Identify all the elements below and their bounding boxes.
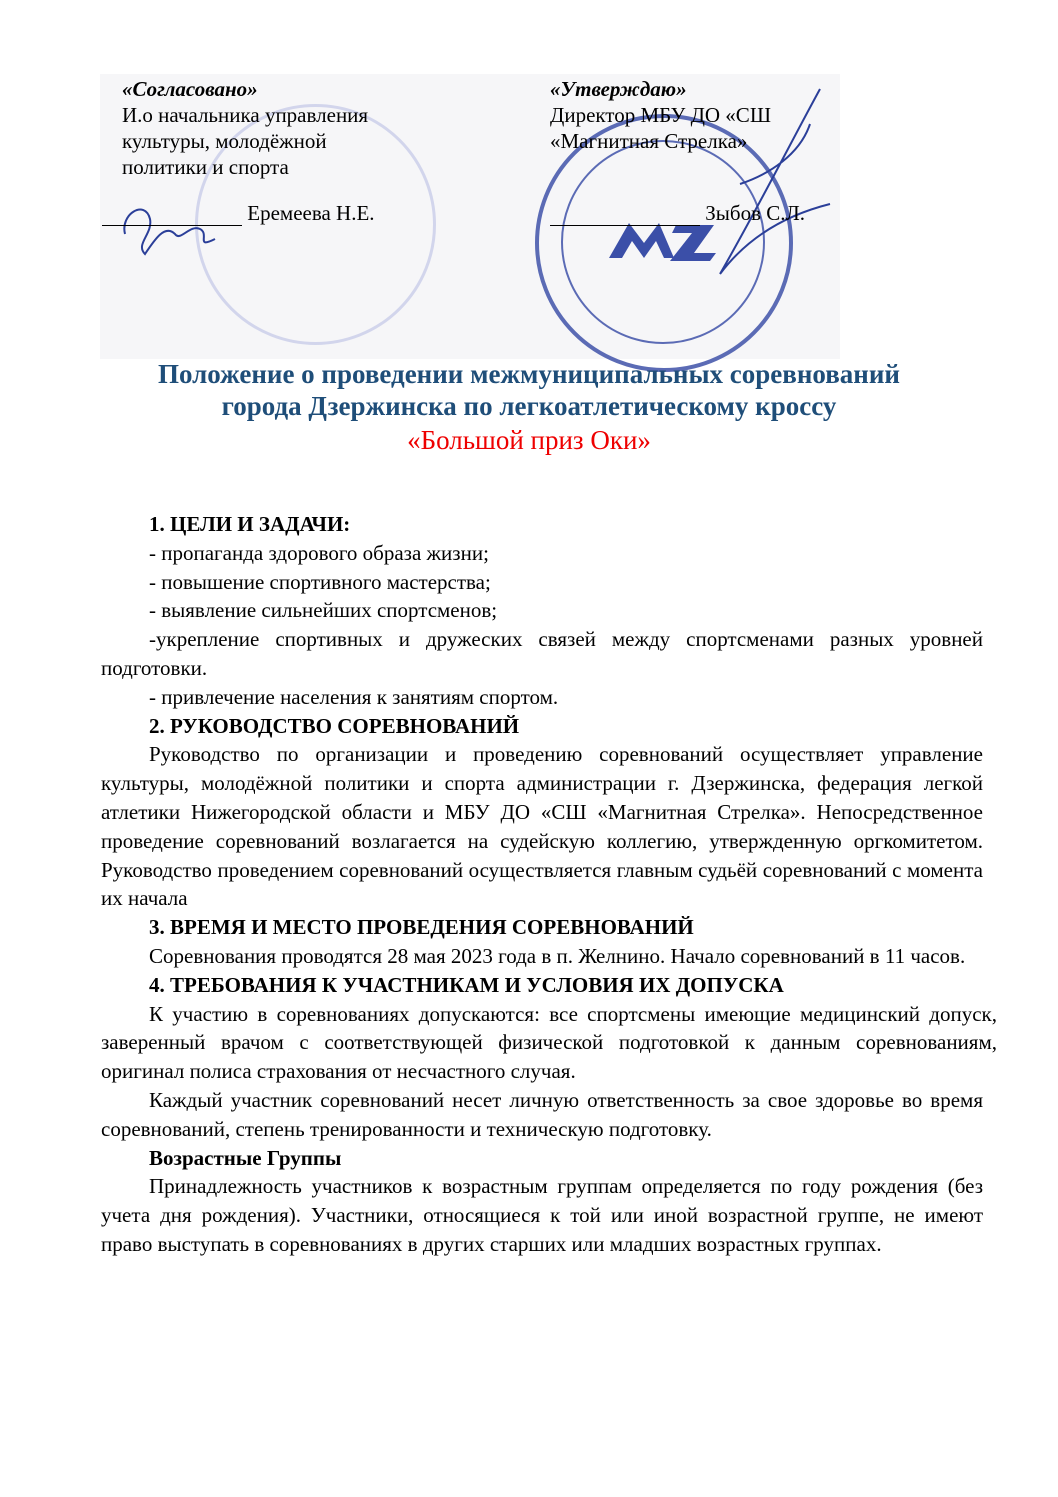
section-heading: 1. ЦЕЛИ И ЗАДАЧИ: <box>149 512 351 536</box>
approval-left-line: И.о начальника управления <box>122 103 369 127</box>
list-item: - пропаганда здорового образа жизни; <box>149 540 489 565</box>
title-line-2: города Дзержинска по легкоатлетическому кроссу <box>221 391 837 421</box>
approval-right-block <box>550 76 805 226</box>
approval-right-line: «Магнитная Стрелка» <box>550 129 748 153</box>
approval-left-line: политики и спорта <box>122 155 289 179</box>
section-heading: 3. ВРЕМЯ И МЕСТО ПРОВЕДЕНИЯ СОРЕВНОВАНИЙ <box>149 915 694 940</box>
subsection-heading: Возрастные Группы <box>149 1145 342 1170</box>
title-line-1: Положение о проведении межмуниципальных соревнований <box>158 359 900 389</box>
document-body <box>101 510 997 1259</box>
list-item: - привлечение населения к занятиям спортом. <box>149 684 559 709</box>
section-heading: 4. ТРЕБОВАНИЯ К УЧАСТНИКАМ И УСЛОВИЯ ИХ ДОПУСКА <box>149 972 784 997</box>
paragraph: Каждый участник соревнований несет личную ответственность за свое здоровье во время соревнований, степень тренированности и техническую подготовку. <box>101 1087 983 1141</box>
approval-left-block <box>122 76 395 226</box>
paragraph: Принадлежность участников к возрастным группам определяется по году рождения (без учета дня рождения). Участники, относящиеся к той или иной возрастной группе, не имеют право выступать в соревнованиях в других старших или младших возрастных группах. <box>101 1174 983 1256</box>
list-item: - повышение спортивного мастерства; <box>149 569 491 594</box>
list-item: - выявление сильнейших спортсменов; <box>149 598 498 623</box>
approval-right-signer: Зыбов С.Л. <box>705 201 805 225</box>
approval-right-line: Директор МБУ ДО «СШ <box>550 103 772 127</box>
document-title <box>60 358 998 458</box>
approval-left-signer: Еремеева Н.Е. <box>247 201 375 225</box>
section-heading: 2. РУКОВОДСТВО СОРЕВНОВАНИЙ <box>149 713 520 738</box>
list-item: -укрепление спортивных и дружеских связей между спортсменами разных уровней подготовки. <box>101 627 983 680</box>
paragraph: Соревнования проводятся 28 мая 2023 года в п. Желнино. Начало соревнований в 11 часов. <box>149 943 966 968</box>
title-event-name: «Большой приз Оки» <box>407 425 651 455</box>
approval-right-heading: «Утверждаю» <box>550 77 687 101</box>
paragraph: К участию в соревнованиях допускаются: все спортсмены имеющие медицинский допуск, заверенный врачом с соответствующей физической подготовкой к данным соревнованиям, оригинал полиса страхования от несчастного случая. <box>101 1001 997 1084</box>
approval-left-heading: «Согласовано» <box>122 77 258 101</box>
paragraph: Руководство по организации и проведению соревнований осуществляет управление культуры, молодёжной политики и спорта администрации г. Дзержинска, федерация легкой атлетики Нижегородской области и МБУ ДО «СШ «Магнитная Стрелка». Непосредственное проведение соревнований возлагается на судейскую коллегию, утвержденную оргкомитетом. Руководство проведением соревнований осуществляется главным судьёй соревнований с момента их начала <box>101 742 983 911</box>
signature-line <box>550 225 700 226</box>
approval-left-line: культуры, молодёжной <box>122 129 327 153</box>
signature-line <box>102 225 242 226</box>
